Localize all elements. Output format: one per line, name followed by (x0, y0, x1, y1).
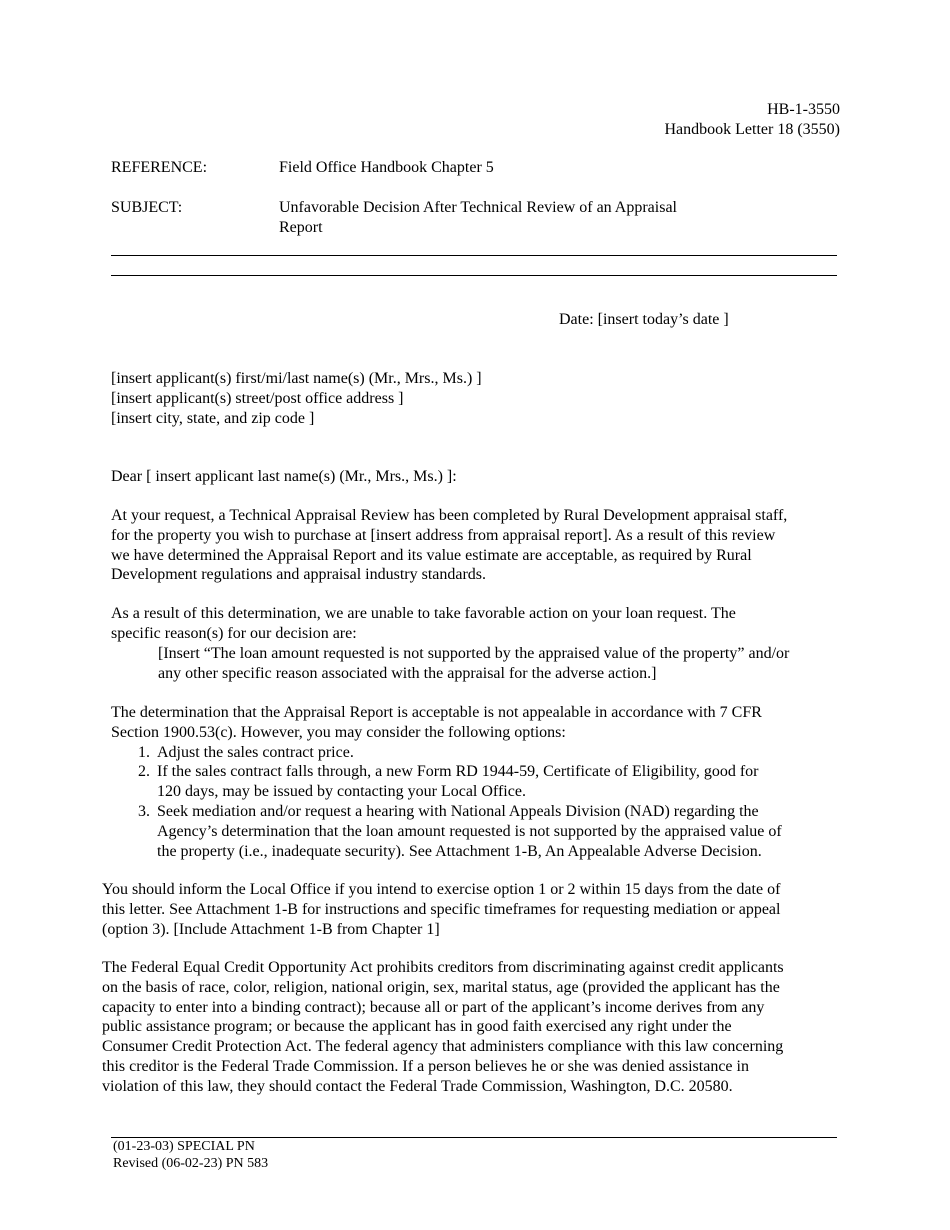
address-line: [insert applicant(s) first/mi/last name(s) (Mr., Mrs., Ms.) ] (111, 370, 482, 387)
text-line: Adjust the sales contract price. (157, 743, 354, 761)
date-line: Date: [insert today’s date ] (559, 311, 729, 328)
text-line: on the basis of race, color, religion, national origin, sex, marital status, age (provided the applicant has the (102, 978, 780, 996)
list-number: 1. (138, 743, 150, 761)
list-number: 3. (138, 802, 150, 820)
address-line: [insert applicant(s) street/post office address ] (111, 389, 404, 407)
text-line: (option 3). [Include Attachment 1-B from Chapter 1] (102, 920, 440, 938)
text-line: capacity to enter into a binding contract); because all or part of the applicant’s income derives from any (102, 998, 765, 1016)
divider-bottom (111, 275, 837, 276)
footer-line: (01-23-03) SPECIAL PN (113, 1139, 255, 1154)
paragraph-review (111, 506, 787, 585)
subject-line: Report (279, 218, 323, 236)
text-line: violation of this law, they should contact the Federal Trade Commission, Washington, D.C. 20580. (102, 1077, 733, 1095)
text-line: At your request, a Technical Appraisal Review has been completed by Rural Development appraisal staff, (111, 507, 788, 524)
text-line: public assistance program; or because the applicant has in good faith exercised any right under the (102, 1018, 732, 1036)
text-line: Seek mediation and/or request a hearing with National Appeals Division (NAD) regarding the (157, 802, 759, 820)
text-line: [Insert “The loan amount requested is not supported by the appraised value of the property” and/or (158, 645, 790, 662)
text-line: As a result of this determination, we are unable to take favorable action on your loan request. The (111, 605, 736, 622)
address-block (111, 369, 482, 428)
text-line: this creditor is the Federal Trade Commission. If a person believes he or she was denied assistance in (102, 1057, 749, 1075)
reference-label: REFERENCE: (111, 159, 208, 176)
reason-insert (158, 644, 789, 684)
salutation: Dear [ insert applicant last name(s) (Mr., Mrs., Ms.) ]: (111, 468, 457, 485)
text-line: we have determined the Appraisal Report and its value estimate are acceptable, as required by Rural (111, 546, 752, 564)
text-line: If the sales contract falls through, a new Form RD 1944-59, Certificate of Eligibility, good for (157, 763, 759, 781)
text-line: Agency’s determination that the loan amount requested is not supported by the appraised value of (157, 822, 782, 840)
text-line: Development regulations and appraisal industry standards. (111, 566, 487, 584)
text-line: Section 1900.53(c). However, you may consider the following options: (111, 723, 566, 741)
text-line: this letter. See Attachment 1-B for instructions and specific timeframes for requesting mediation or appeal (102, 900, 781, 918)
document-id: HB-1-3550 (767, 101, 840, 118)
subject-line: Unfavorable Decision After Technical Review of an Appraisal (279, 199, 677, 216)
paragraph-ecoa (102, 958, 784, 1097)
text-line: the property (i.e., inadequate security). See Attachment 1-B, An Appealable Adverse Decision. (157, 842, 762, 860)
text-line: The determination that the Appraisal Report is acceptable is not appealable in accordance with 7 CFR (111, 704, 762, 721)
document-header (440, 100, 840, 140)
text-line: specific reason(s) for our decision are: (111, 624, 357, 642)
footer-line: Revised (06-02-23) PN 583 (113, 1156, 269, 1171)
list-item (111, 762, 782, 802)
subject-label: SUBJECT: (111, 199, 183, 216)
text-line: The Federal Equal Credit Opportunity Act prohibits creditors from discriminating against credit applicants (102, 959, 784, 976)
text-line: any other specific reason associated with the appraisal for the adverse action.] (158, 664, 657, 682)
subject-value (279, 198, 677, 238)
paragraph-inform (102, 880, 780, 939)
text-line: You should inform the Local Office if you intend to exercise option 1 or 2 within 15 days from the date of (102, 881, 781, 898)
address-line: [insert city, state, and zip code ] (111, 409, 315, 427)
reference-value: Field Office Handbook Chapter 5 (279, 159, 494, 176)
text-line: Consumer Credit Protection Act. The federal agency that administers compliance with this law concerning (102, 1038, 784, 1056)
paragraph-determination (111, 604, 736, 644)
paragraph-appeal (111, 703, 782, 861)
list-number: 2. (138, 763, 150, 781)
divider-top (111, 255, 837, 256)
options-list (111, 743, 782, 862)
text-line: for the property you wish to purchase at [insert address from appraisal report]. As a result of this review (111, 526, 776, 544)
handbook-letter: Handbook Letter 18 (3550) (664, 120, 840, 138)
list-item (111, 743, 782, 763)
footer (113, 1138, 268, 1172)
list-item (111, 802, 782, 861)
text-line: 120 days, may be issued by contacting your Local Office. (157, 783, 526, 801)
